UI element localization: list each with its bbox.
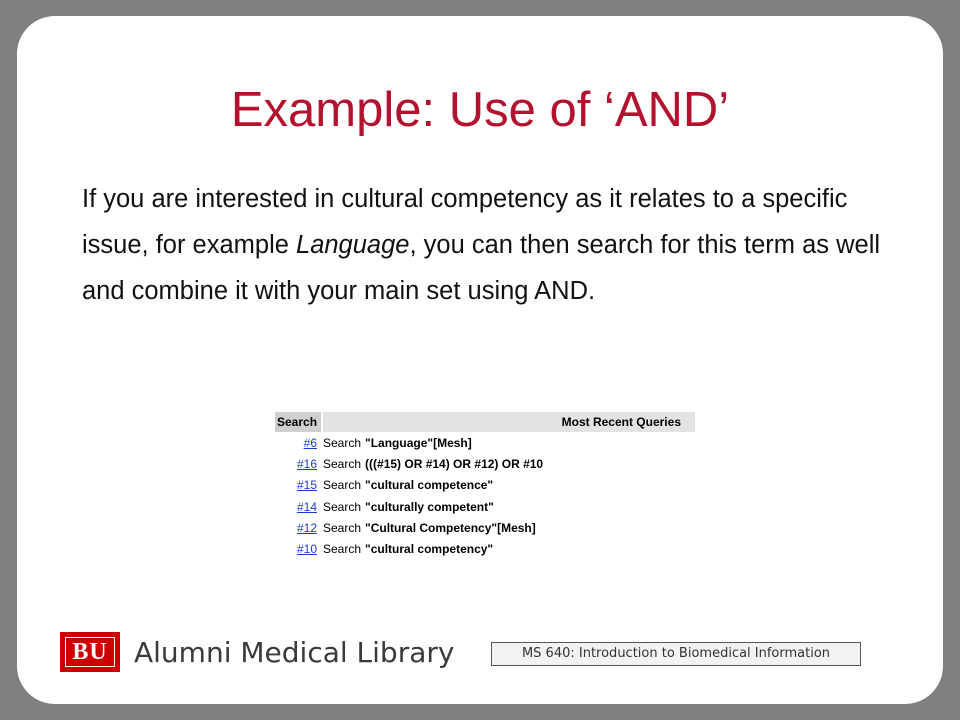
query-text: "Cultural Competency"[Mesh] xyxy=(365,520,536,535)
bu-logo-text: BU xyxy=(72,638,108,665)
query-number-link[interactable]: #10 xyxy=(296,542,317,557)
table-row xyxy=(275,538,695,559)
query-verb: Search xyxy=(323,542,362,557)
table-row xyxy=(275,453,695,474)
body-text-emphasis: Language xyxy=(296,231,410,259)
query-number-link[interactable]: #16 xyxy=(296,456,317,471)
table-row xyxy=(275,517,695,538)
query-text: "cultural competency" xyxy=(365,542,494,557)
table-row xyxy=(275,475,695,496)
query-verb: Search xyxy=(323,499,362,514)
query-number-link[interactable]: #14 xyxy=(296,499,317,514)
query-verb: Search xyxy=(323,478,362,493)
query-text: (((#15) OR #14) OR #12) OR #10 xyxy=(365,456,544,471)
query-number-link[interactable]: #15 xyxy=(296,478,317,493)
body-text-part2: , you can then search for this term as well and combine it with your main set using AND. xyxy=(82,231,881,305)
query-verb: Search xyxy=(323,456,362,471)
header-search: Search xyxy=(275,412,321,432)
query-text: "Language"[Mesh] xyxy=(365,435,472,450)
slide-body xyxy=(82,176,912,314)
query-number-link[interactable]: #6 xyxy=(303,435,317,450)
library-logo xyxy=(60,632,454,672)
query-verb: Search xyxy=(323,435,362,450)
query-verb: Search xyxy=(323,520,362,535)
query-text: "cultural competence" xyxy=(365,478,494,493)
slide-title: Example: Use of ‘AND’ xyxy=(230,83,730,137)
header-most-recent-queries: Most Recent Queries xyxy=(323,412,695,432)
table-row xyxy=(275,496,695,517)
bu-logo-icon xyxy=(60,632,120,672)
search-history-header xyxy=(275,412,695,432)
slide xyxy=(17,16,943,704)
query-text: "culturally competent" xyxy=(365,499,494,514)
library-name: Alumni Medical Library xyxy=(134,635,455,669)
search-history-table xyxy=(275,412,695,560)
query-number-link[interactable]: #12 xyxy=(296,520,317,535)
table-row xyxy=(275,432,695,453)
course-label: MS 640: Introduction to Biomedical Information xyxy=(491,642,861,666)
body-text-part1: If you are interested in cultural competency as it relates to a specific issue, for example xyxy=(82,185,848,259)
